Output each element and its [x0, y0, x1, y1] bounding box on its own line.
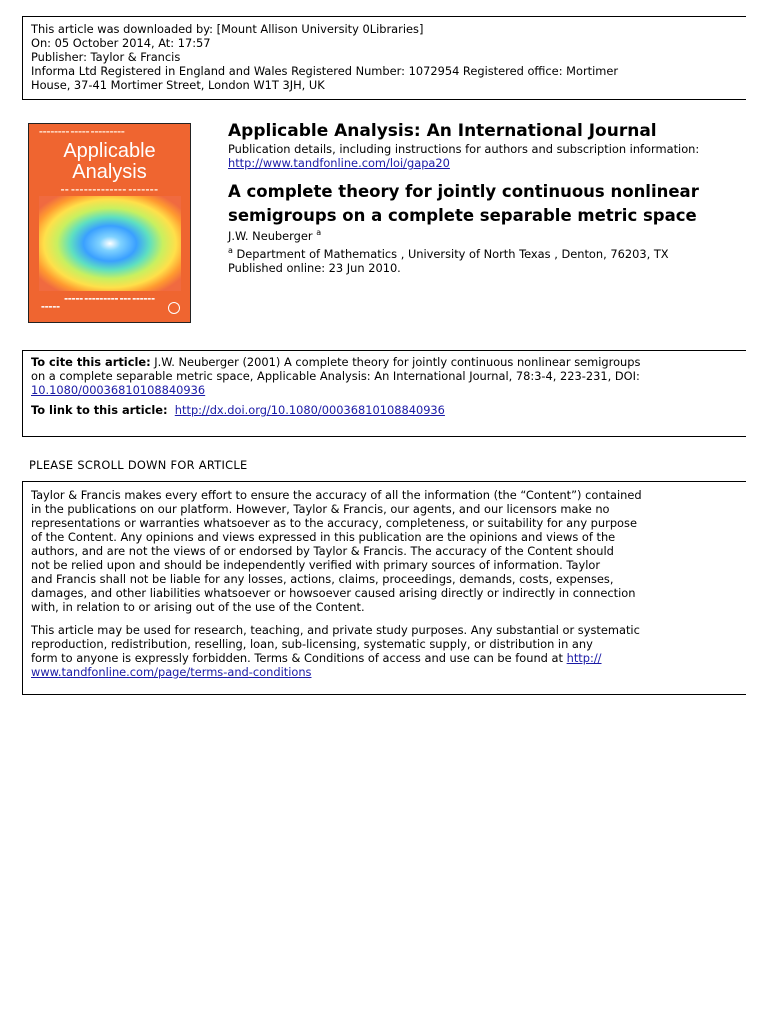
scroll-down-note: PLEASE SCROLL DOWN FOR ARTICLE: [29, 458, 248, 472]
journal-info: [228, 120, 748, 275]
disclaimer-paragraph: [31, 623, 746, 679]
download-notice-line: Informa Ltd Registered in England and Wales Registered Number: 1072954 Registered office: Mortimer: [31, 64, 619, 78]
disclaimer-line: representations or warranties whatsoever as to the accuracy, completeness, or suitability for any purpose: [31, 516, 637, 530]
author-line: [228, 229, 748, 243]
disclaimer-line: and Francis shall not be liable for any losses, actions, claims, proceedings, demands, costs, expenses,: [31, 572, 614, 586]
link-label: To link to this article:: [31, 403, 168, 417]
citation-box: [22, 350, 746, 437]
cover-title-line: Analysis: [72, 161, 147, 183]
cite-text: J.W. Neuberger (2001) A complete theory for jointly continuous nonlinear semigroups: [154, 355, 641, 369]
disclaimer-line: authors, and are not the views of or endorsed by Taylor & Francis. The accuracy of the Content should: [31, 544, 614, 558]
journal-url-link[interactable]: http://www.tandfonline.com/loi/gapa20: [228, 156, 450, 170]
published-date: Published online: 23 Jun 2010.: [228, 261, 401, 275]
terms-link-part[interactable]: www.tandfonline.com/page/terms-and-conditions: [31, 665, 312, 679]
disclaimer-line: Taylor & Francis makes every effort to ensure the accuracy of all the information (the “Content”) contained: [31, 488, 642, 502]
disclaimer-line: in the publications on our platform. However, Taylor & Francis, our agents, and our licensors make no: [31, 502, 610, 516]
disclaimer-paragraph: [31, 488, 746, 614]
cover-logo-icon: [168, 302, 180, 314]
disclaimer-line: not be relied upon and should be independently verified with primary sources of information. Taylor: [31, 558, 601, 572]
cover-subtitle-strip: ▬▬ ▬▬▬▬▬▬▬▬▬▬▬▬▬ ▬▬▬▬▬▬▬: [60, 187, 159, 192]
download-notice-line: On: 05 October 2014, At: 17:57: [31, 36, 211, 50]
disclaimer-box: [22, 481, 746, 695]
doi-link[interactable]: 10.1080/00036810108840936: [31, 383, 206, 397]
download-notice-line: This article was downloaded by: [Mount Allison University 0Libraries]: [31, 22, 424, 36]
journal-cover-image: [28, 123, 191, 323]
disclaimer-line: form to anyone is expressly forbidden. Terms & Conditions of access and use can be found at: [31, 651, 563, 665]
disclaimer-line: of the Content. Any opinions and views expressed in this publication are the opinions and views of the: [31, 530, 616, 544]
article-title-line: A complete theory for jointly continuous nonlinear: [228, 182, 699, 201]
cite-label: To cite this article:: [31, 355, 151, 369]
disclaimer-line: damages, and other liabilities whatsoever or howsoever caused arising directly or indirectly in connection: [31, 586, 636, 600]
publication-details: Publication details, including instructions for authors and subscription information:: [228, 142, 700, 156]
cover-publisher-strip: ▬▬▬▬▬: [41, 304, 60, 309]
citation-line: [31, 355, 746, 369]
affiliation-text: Department of Mathematics , University of North Texas , Denton, 76203, TX: [236, 247, 669, 261]
download-notice-box: [22, 16, 746, 100]
affiliation-marker: a: [228, 246, 233, 256]
citation-line: on a complete separable metric space, Applicable Analysis: An International Journal, 78:3-4, 223-231, DOI:: [31, 369, 640, 383]
article-doi-url-link[interactable]: http://dx.doi.org/10.1080/00036810108840936: [174, 403, 445, 417]
cover-top-strip: ▬▬▬▬▬▬▬▬ ▬▬▬▬▬ ▬▬▬▬▬▬▬▬▬: [39, 129, 125, 134]
article-title: [228, 180, 748, 228]
author-affiliation-marker: a: [316, 228, 322, 238]
author-name: J.W. Neuberger: [228, 229, 313, 243]
journal-title: Applicable Analysis: An International Journal: [228, 121, 657, 141]
disclaimer-line: with, in relation to or arising out of the use of the Content.: [31, 600, 365, 614]
download-notice-line: House, 37-41 Mortimer Street, London W1T 3JH, UK: [31, 78, 325, 92]
disclaimer-line: reproduction, redistribution, reselling, loan, sub-licensing, systematic supply, or distribution in any: [31, 637, 593, 651]
link-line: [31, 403, 746, 417]
article-title-line: semigroups on a complete separable metric space: [228, 206, 697, 225]
terms-link-part[interactable]: http://: [566, 651, 602, 665]
cover-rainbow-art: [39, 196, 181, 291]
download-notice-line: Publisher: Taylor & Francis: [31, 50, 181, 64]
disclaimer-line: This article may be used for research, teaching, and private study purposes. Any substantial or systematic: [31, 623, 640, 637]
affiliation-line: [228, 247, 748, 261]
cover-title-line: Applicable: [63, 140, 156, 162]
cover-editors-strip: ▬▬▬▬▬ ▬▬▬▬▬▬▬▬▬ ▬▬▬ ▬▬▬▬▬▬: [64, 296, 155, 301]
